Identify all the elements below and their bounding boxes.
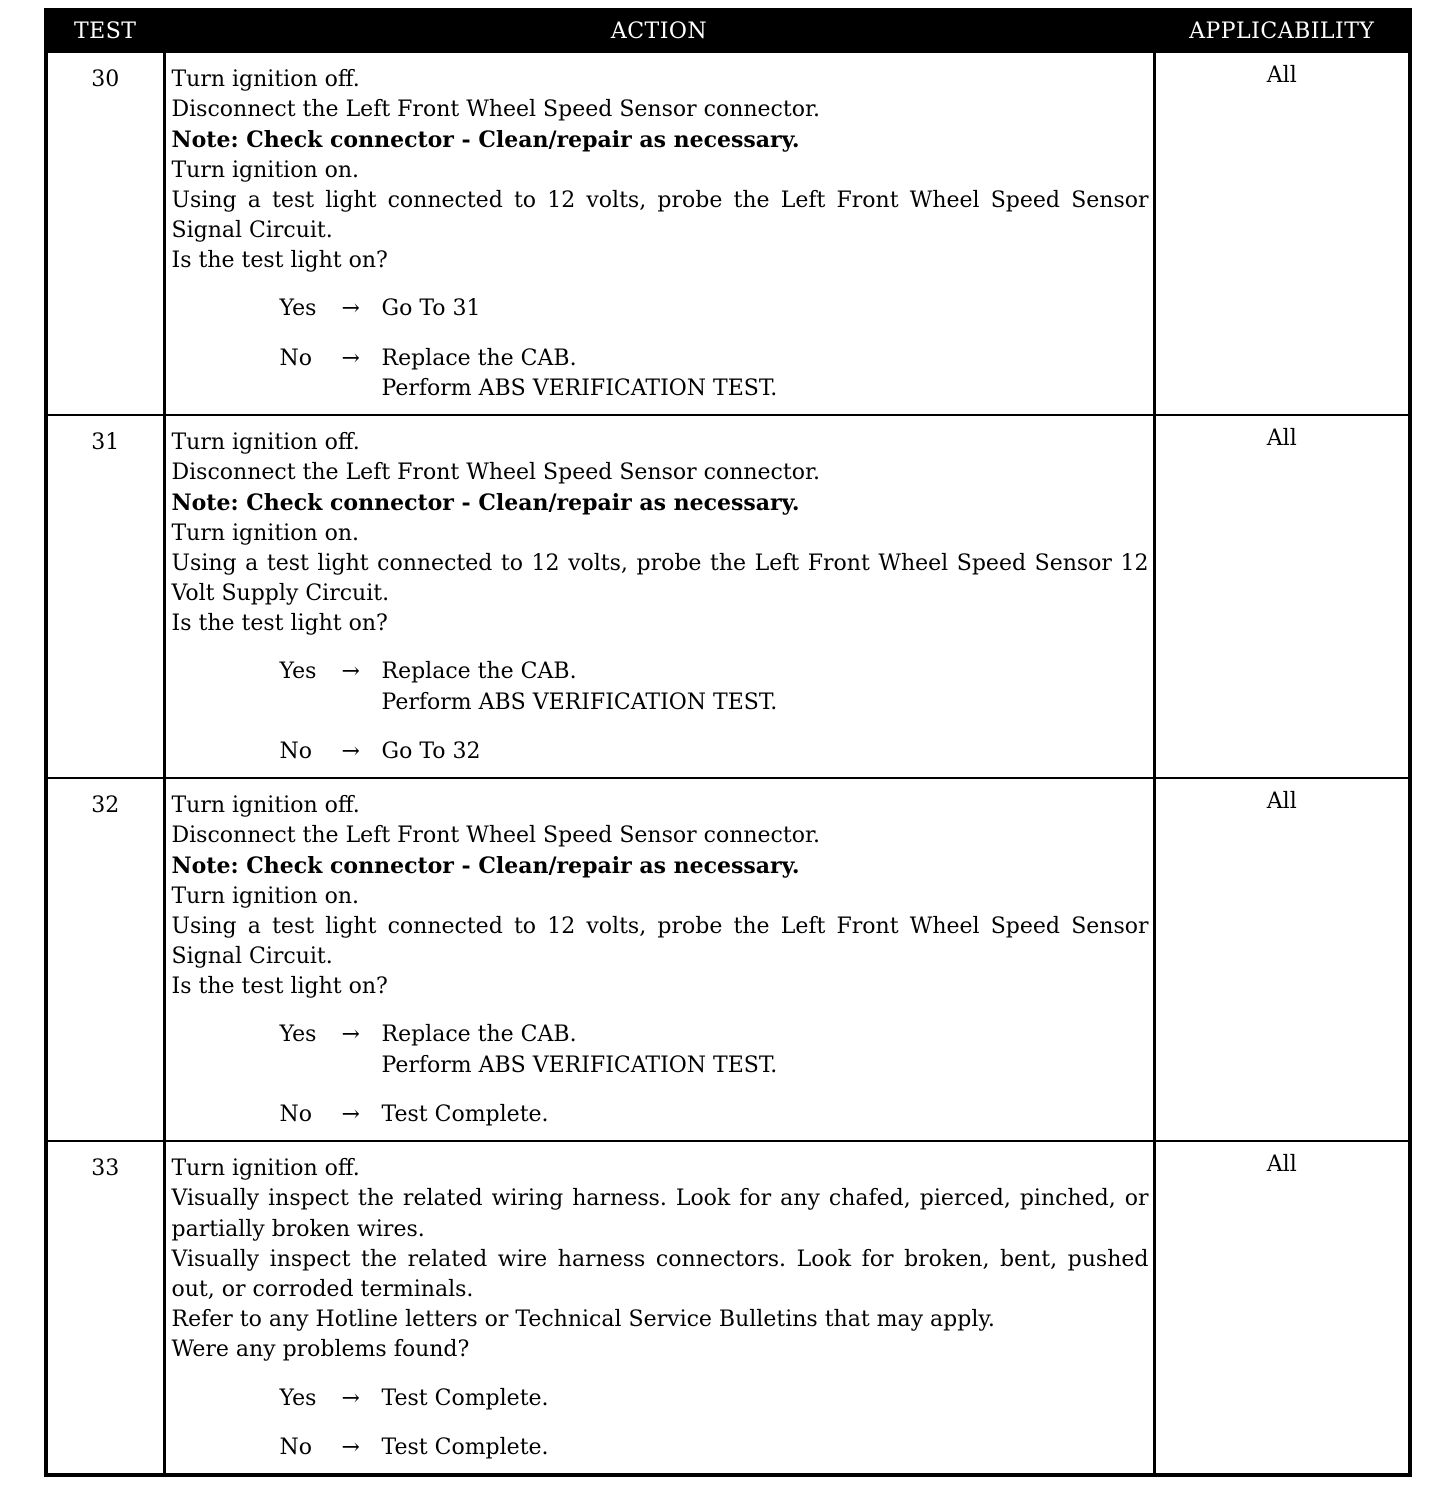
instruction-line: Disconnect the Left Front Wheel Speed Sensor connector.	[171, 460, 821, 486]
result-line: Replace the CAB.	[381, 345, 577, 371]
no-branch	[172, 1433, 1149, 1463]
instruction-line: Refer to any Hotline letters or Technical Service Bulletins that may apply.	[171, 1307, 995, 1333]
note-line: Note: Check connector - Clean/repair as necessary.	[171, 490, 800, 517]
no-result	[382, 1433, 1149, 1463]
no-result	[382, 737, 1149, 767]
instruction-line: Using a test light connected to 12 volts, probe the Left Front Wheel Speed Sensor Signal Circuit.	[171, 913, 1149, 970]
no-branch	[172, 737, 1149, 767]
yes-branch	[172, 1020, 1149, 1080]
instruction-line: Turn ignition off.	[171, 1156, 360, 1182]
instruction-line: Turn ignition off.	[171, 793, 360, 819]
table-row	[46, 52, 1410, 416]
result-line: Go To 31	[381, 296, 481, 322]
diagnostic-test-table	[44, 8, 1412, 1477]
right-arrow-icon: →	[341, 1022, 360, 1048]
header-test: TEST	[46, 10, 164, 52]
no-label: No	[279, 345, 312, 371]
right-arrow-icon: →	[341, 1434, 360, 1460]
yes-result	[382, 294, 1149, 324]
action-cell	[164, 52, 1154, 416]
right-arrow-icon: →	[341, 296, 360, 322]
action-cell	[164, 415, 1154, 778]
test-number: 32	[46, 778, 164, 1141]
test-number: 31	[46, 415, 164, 778]
result-line: Test Complete.	[381, 1101, 549, 1127]
table-body	[46, 52, 1410, 1475]
test-number: 30	[46, 52, 164, 416]
yes-branch	[172, 657, 1149, 717]
instruction-line: Using a test light connected to 12 volts, probe the Left Front Wheel Speed Sensor Signal Circuit.	[171, 187, 1149, 244]
applicability-cell: All	[1154, 778, 1410, 1141]
decision-branches	[172, 1384, 1149, 1463]
yes-branch	[172, 1384, 1149, 1414]
yes-label: Yes	[279, 1022, 317, 1048]
applicability-cell: All	[1154, 1141, 1410, 1475]
result-line: Replace the CAB.	[381, 1022, 577, 1048]
yes-branch	[172, 294, 1149, 324]
instruction-line: Is the test light on?	[171, 611, 388, 637]
yes-result	[382, 657, 1149, 717]
action-cell	[164, 778, 1154, 1141]
instruction-line: Is the test light on?	[171, 248, 388, 274]
yes-label: Yes	[279, 1385, 317, 1411]
note-line: Note: Check connector - Clean/repair as necessary.	[171, 853, 800, 880]
table-header	[46, 10, 1410, 52]
result-line: Perform ABS VERIFICATION TEST.	[381, 1052, 778, 1078]
no-label: No	[279, 1434, 312, 1460]
instruction-line: Were any problems found?	[171, 1337, 470, 1363]
instruction-line: Turn ignition off.	[171, 430, 360, 456]
test-number: 33	[46, 1141, 164, 1475]
instruction-line: Turn ignition on.	[171, 883, 360, 909]
decision-branches	[172, 657, 1149, 767]
no-label: No	[279, 1101, 312, 1127]
right-arrow-icon: →	[341, 345, 360, 371]
yes-result	[382, 1020, 1149, 1080]
table-row	[46, 778, 1410, 1141]
result-line: Go To 32	[381, 738, 481, 764]
no-result	[382, 344, 1149, 404]
decision-branches	[172, 1020, 1149, 1130]
instruction-line: Turn ignition on.	[171, 157, 360, 183]
instruction-line: Turn ignition off.	[171, 67, 360, 92]
right-arrow-icon: →	[341, 1101, 360, 1127]
no-label: No	[279, 738, 312, 764]
header-applicability: APPLICABILITY	[1154, 10, 1410, 52]
action-cell	[164, 1141, 1154, 1475]
result-line: Test Complete.	[381, 1385, 549, 1411]
header-action: ACTION	[164, 10, 1154, 52]
note-line: Note: Check connector - Clean/repair as necessary.	[171, 127, 800, 154]
result-line: Replace the CAB.	[381, 659, 577, 685]
right-arrow-icon: →	[341, 659, 360, 685]
no-branch	[172, 1100, 1149, 1130]
instruction-line: Visually inspect the related wiring harness. Look for any chafed, pierced, pinched, or partially broken wires.	[171, 1186, 1149, 1242]
right-arrow-icon: →	[341, 738, 360, 764]
instruction-line: Is the test light on?	[171, 974, 388, 1000]
instruction-line: Disconnect the Left Front Wheel Speed Sensor connector.	[171, 97, 821, 123]
result-line: Test Complete.	[381, 1434, 549, 1460]
yes-result	[382, 1384, 1149, 1414]
table-row	[46, 1141, 1410, 1475]
applicability-cell: All	[1154, 415, 1410, 778]
instruction-line: Turn ignition on.	[171, 520, 360, 546]
yes-label: Yes	[279, 296, 317, 322]
no-branch	[172, 344, 1149, 404]
no-result	[382, 1100, 1149, 1130]
result-line: Perform ABS VERIFICATION TEST.	[381, 375, 778, 401]
applicability-cell: All	[1154, 52, 1410, 416]
instruction-line: Using a test light connected to 12 volts, probe the Left Front Wheel Speed Sensor 12 Volt Supply Circuit.	[171, 550, 1149, 607]
table-row	[46, 415, 1410, 778]
instruction-line: Visually inspect the related wire harness connectors. Look for broken, bent, pushed out, or corroded terminals.	[171, 1246, 1149, 1302]
result-line: Perform ABS VERIFICATION TEST.	[381, 689, 778, 715]
right-arrow-icon: →	[341, 1385, 360, 1411]
decision-branches	[172, 294, 1149, 404]
yes-label: Yes	[279, 659, 317, 685]
instruction-line: Disconnect the Left Front Wheel Speed Sensor connector.	[171, 823, 821, 849]
